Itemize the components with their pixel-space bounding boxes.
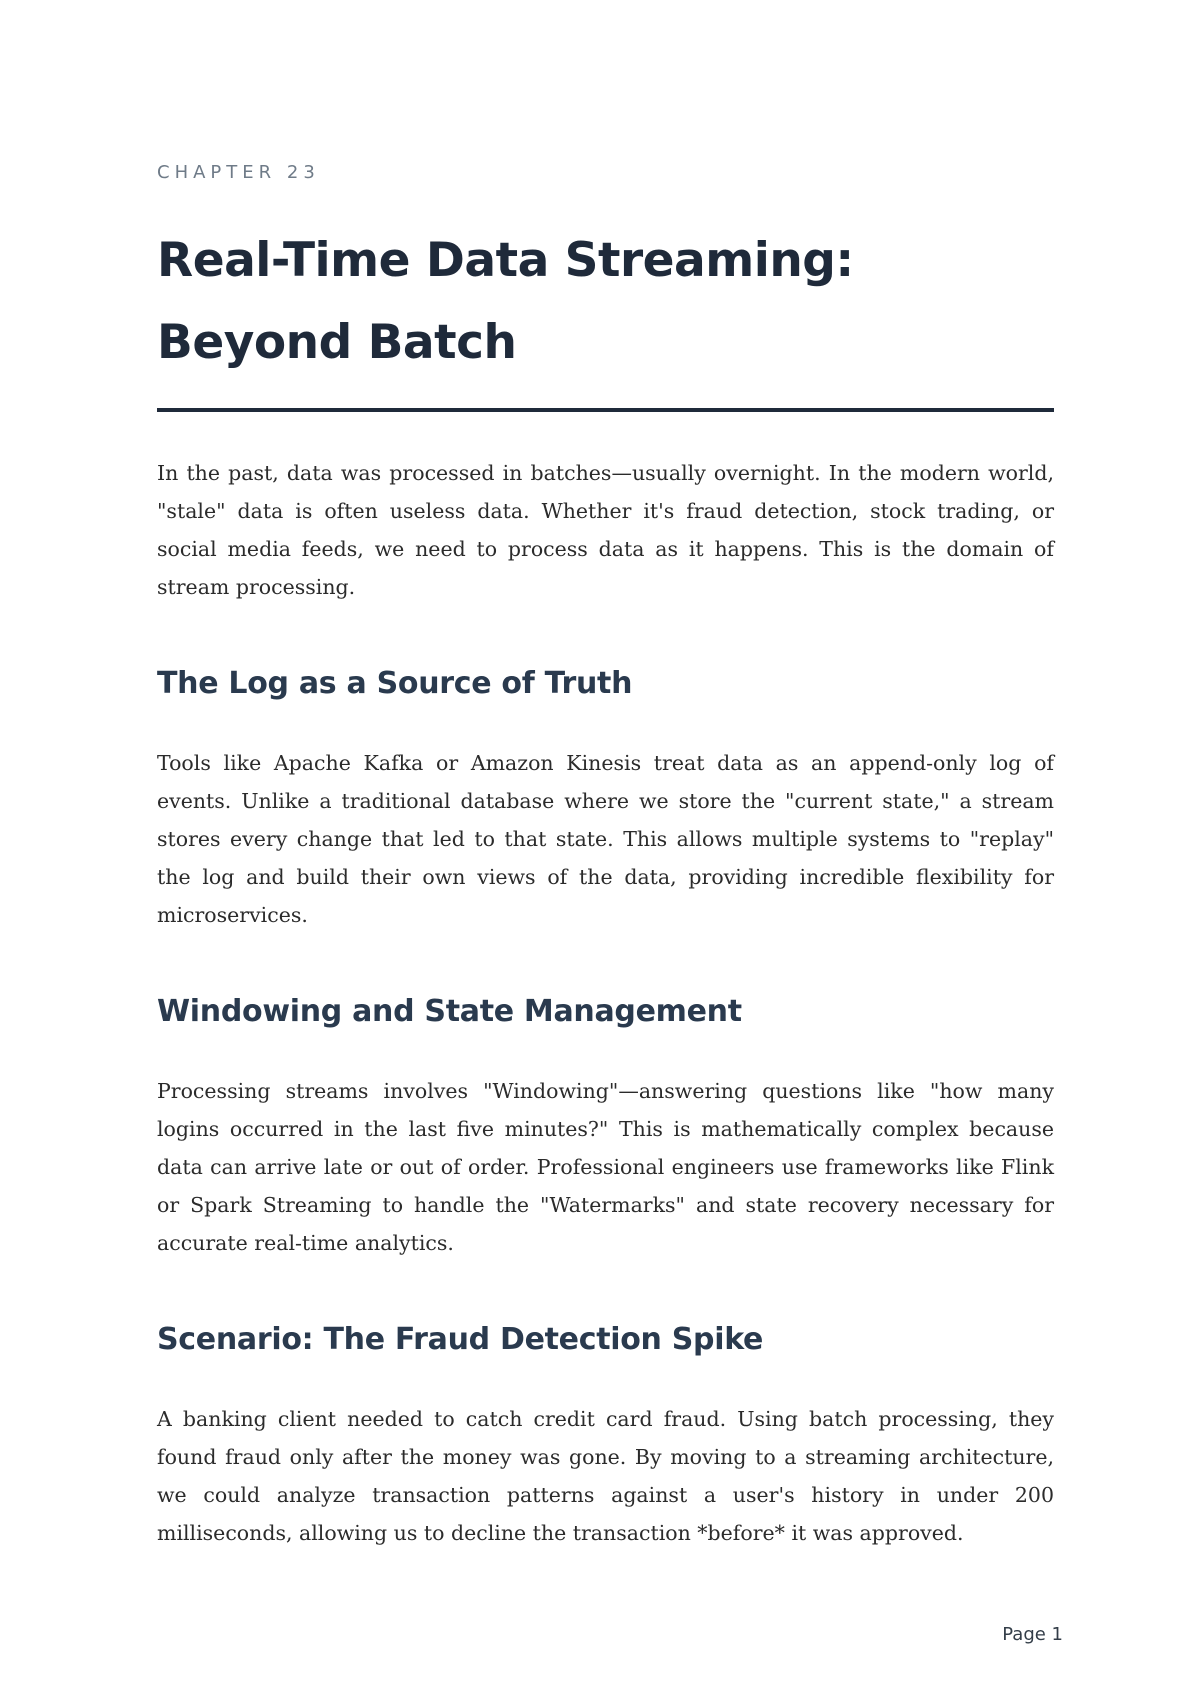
section-heading-log: The Log as a Source of Truth: [157, 666, 633, 701]
chapter-label: CHAPTER 23: [157, 162, 320, 183]
section-heading-windowing: Windowing and State Management: [157, 994, 742, 1029]
section-heading-scenario: Scenario: The Fraud Detection Spike: [157, 1322, 764, 1357]
section-body-scenario: A banking client needed to catch credit card fraud. Using batch processing, they found fraud only after the money was gone. By moving to a streaming architecture, we could analyze transaction patterns against a user's history in under 200 milliseconds, allowing us to decline the transaction *before* it was approved.: [157, 1407, 1054, 1545]
title-divider: [157, 408, 1054, 412]
page-number: Page 1: [1002, 1624, 1063, 1645]
section-body-windowing: Processing streams involves "Windowing"—answering questions like "how many logins occurred in the last five minutes?" This is mathematically complex because data can arrive late or out of order. Professional engineers use frameworks like Flink or Spark Streaming to handle the "Watermarks" and state recovery necessary for accurate real-time analytics.: [157, 1079, 1054, 1255]
section-body-log: Tools like Apache Kafka or Amazon Kinesis treat data as an append-only log of events. Unlike a traditional database where we store the "current state," a stream stores every change that led to that state. This allows multiple systems to "replay" the log and build their own views of the data, providing incredible flexibility for microservices.: [157, 751, 1054, 927]
chapter-title: Real-Time Data Streaming: Beyond Batch: [157, 233, 854, 370]
intro-paragraph: In the past, data was processed in batches—usually overnight. In the modern world, "stale" data is often useless data. Whether it's fraud detection, stock trading, or social media feeds, we need to process data as it happens. This is the domain of stream processing.: [157, 461, 1054, 599]
page-content: [157, 158, 1054, 1552]
